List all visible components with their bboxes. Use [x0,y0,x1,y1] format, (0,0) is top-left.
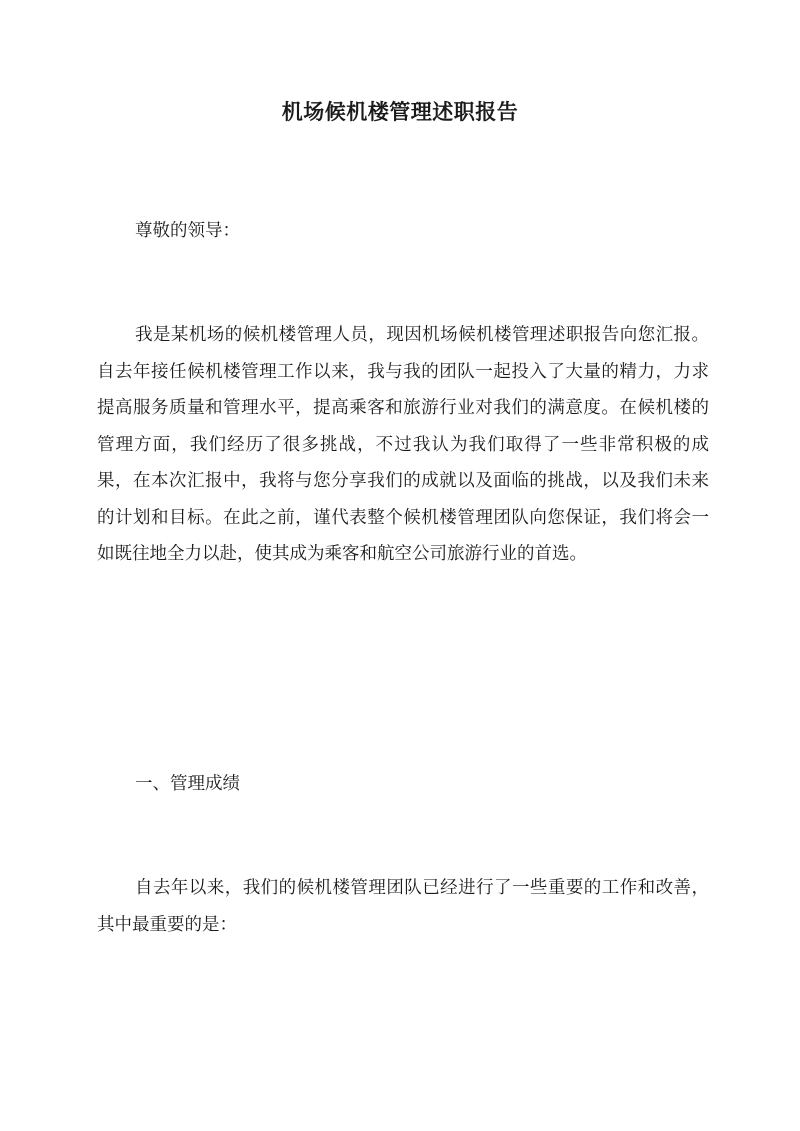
section-heading-management-achievements: 一、管理成绩 [135,774,240,794]
intro-paragraph: 我是某机场的候机楼管理人员，现因机场候机楼管理述职报告向您汇报。自去年接任候机楼管理工作以来，我与我的团队一起投入了大量的精力，力求提高服务质量和管理水平，提高乘客和旅游行业对我们的满意度。在候机楼的管理方面，我们经历了很多挑战，不过我认为我们取得了一些非常积极的成果，在本次汇报中，我将与您分享我们的成就以及面临的挑战，以及我们未来的计划和目标。在此之前，谨代表整个候机楼管理团队向您保证，我们将会一如既往地全力以赴，使其成为乘客和航空公司旅游行业的首选。 [97,325,709,564]
achievements-paragraph: 自去年以来，我们的候机楼管理团队已经进行了一些重要的工作和改善，其中最重要的是： [97,878,709,935]
salutation: 尊敬的领导： [135,221,240,241]
document-title: 机场候机楼管理述职报告 [281,99,519,124]
